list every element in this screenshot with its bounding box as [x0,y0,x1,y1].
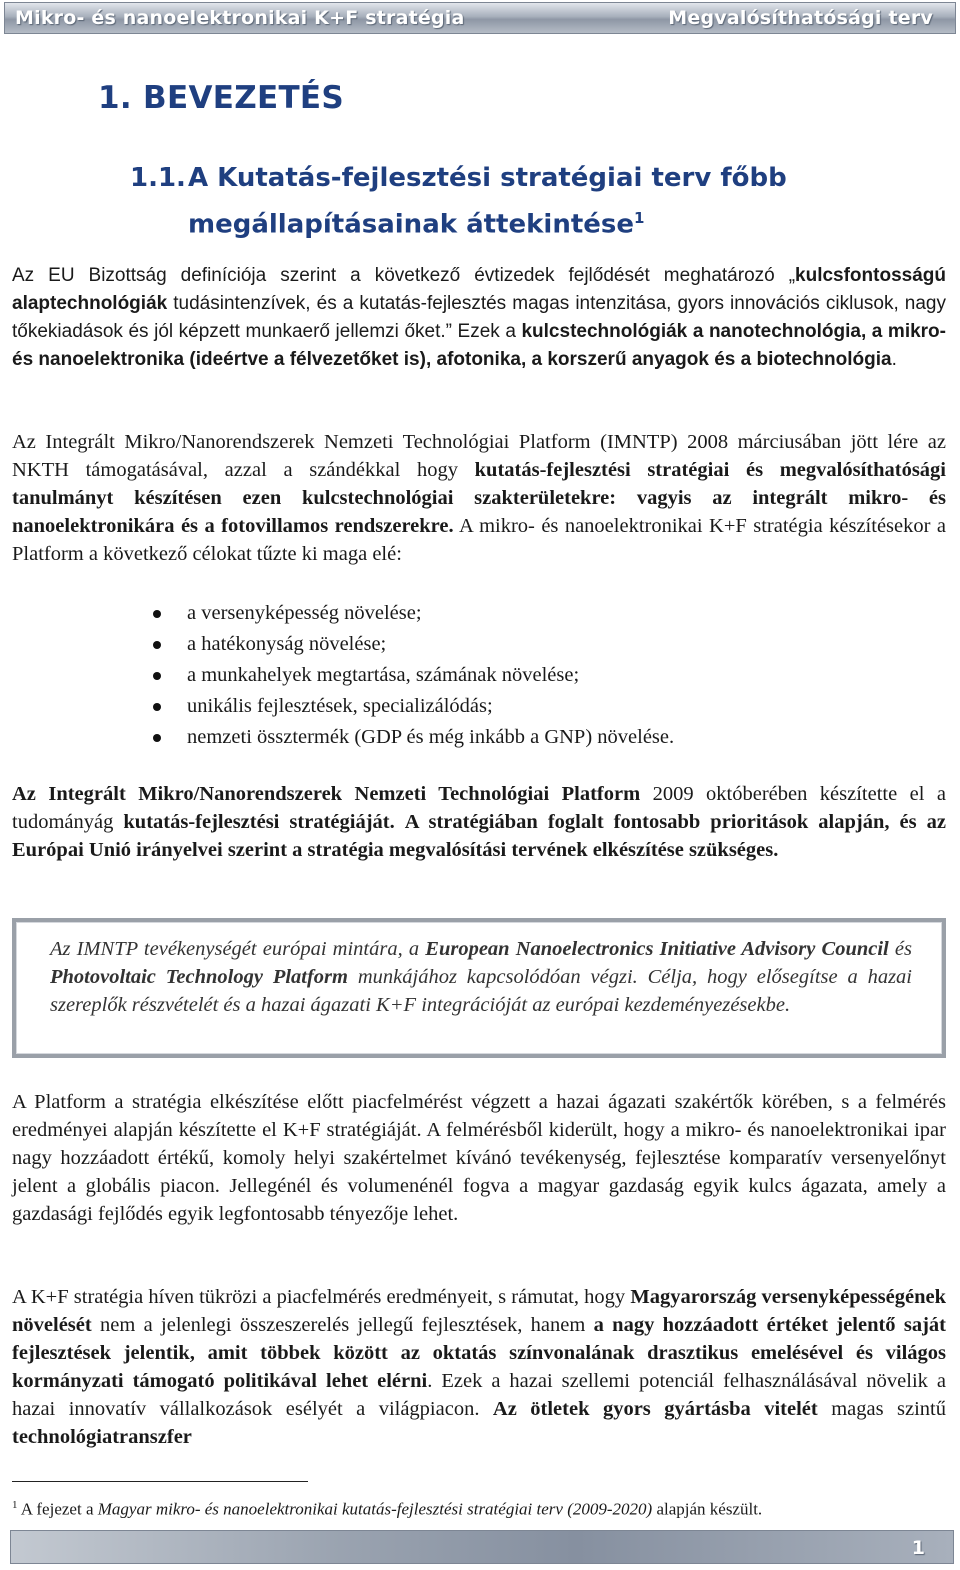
text-run: és [888,938,912,960]
text-run [395,811,405,833]
bold-text: kutatás-fejlesztési stratégiáját. [123,811,395,833]
header-document-title: Mikro- és nanoelektronikai K+F stratégia [15,7,465,29]
text-run: ” Ezek a [445,321,522,342]
page-footer-bar [10,1530,954,1564]
bold-text: kulcstechnológiák a nanotechnológia, a mikro- és nanoelektronika (ideértve a félvezetőket is), afotonika, a korszerű anyagok és a biotechnológia [12,321,946,370]
text-run: A mikro- és nanoelektronikai K+F stratégia készítésekor a Platform a következő célokat tűzte ki maga elé: [12,515,946,565]
bold-text: a nagy hozzáadott értéket jelentő saját fejlesztések jelentik, amit többek között az oktatás színvonalának drasztikus emelésével és világos kormányzati támogató politikával lehet elérni [12,1314,946,1392]
italic-text: Magyar mikro- és nanoelektronikai kutatás-fejlesztési stratégiai terv (2009-2020) [97,1499,653,1519]
text-run: nem a jelenlegi összeszerelés jellegű fejlesztések, hanem [91,1314,594,1336]
highlight-box [12,918,946,1058]
list-item: nemzeti össztermék (GDP és még inkább a GNP) növelése. [12,722,674,753]
text-run: alapján készült. [652,1499,763,1519]
text-run: A K+F stratégia híven tükrözi a piacfelmérés eredményeit, s rámutat, hogy [12,1286,631,1308]
text-run: munkájához kapcsolódóan végzi. Célja, hogy elősegítse a hazai szereplők részvételét és a hazai ágazati K+F integrációját az európai kezdeményezésekbe. [50,966,912,1016]
paragraph-strategy-2009 [12,780,946,864]
bold-text: European Nanoelectronics Initiative Advisory Council [425,938,889,960]
text-run: . [891,349,897,370]
text-run: tudásintenzívek, és a kutatás-fejlesztés magas intenzitása, gyors innovációs ciklusok, nagy tőkekiadások és jól képzett munkaerő jellemzi őket. [12,293,946,342]
footnote [12,1494,762,1521]
text-run: Az Integrált Mikro/Nanorendszerek Nemzeti Technológiai Platform (IMNTP) 2008 márciusában jött lére az NKTH támogatásával, azzal a szándékkal hogy [12,431,946,481]
chapter-heading: 1. BEVEZETÉS [98,80,345,116]
list-item: a munkahelyek megtartása, számának növelése; [12,660,674,691]
bold-text: Az ötletek gyors gyártásba vitelét [492,1398,818,1420]
bold-text: Photovoltaic Technology Platform [50,966,348,988]
bold-text: kutatás-fejlesztési stratégiai és megvalósíthatósági tanulmányt készítésen ezen kulcstechnológiai szakterületekre: vagyis az integrált mikro- és nanoelektronikára és a fotovillamos rendszerekre. [12,459,946,537]
paragraph-market-survey [12,1088,946,1228]
section-number: 1.1. [130,163,186,193]
paragraph-rd-strategy [12,1283,946,1451]
text-run: Az EU Bizottság definíciója szerint a következő évtizedek fejlődését meghatározó „ [12,265,796,286]
list-item: a hatékonyság növelése; [12,629,674,660]
footnote-mark: 1 [12,1499,18,1511]
footnote-reference[interactable]: 1 [634,209,645,227]
list-item: unikális fejlesztések, specializálódás; [12,691,674,722]
paragraph-imntp-founding [12,428,946,568]
text-run: A Platform a stratégia elkészítése előtt piacfelmérést végzett a hazai ágazati szakértők körében, s a felmérés eredményei alapján készítette el K+F stratégiáját. A felmérésből kiderült, hogy a mikro- és nanoelektronikai ipar nagy hozzáadott értékű, komoly helyi szakértelmet kívánó tevékenység, fejlesztése komparatív versenyelőnyt jelent a globális piacon. Jellegénél és volumenénél fogva a magyar gazdaság egyik kulcs ágazata, amely a gazdasági fejlődés egyik legfontosabb tényezője lehet. [12,1091,946,1225]
footnote-separator [12,1481,308,1482]
paragraph-eu-definition [12,262,946,374]
text-run: . Ezek a hazai szellemi potenciál felhasználásával növelik a hazai innovatív vállalkozások esélyét a világpiacon. [12,1370,947,1420]
section-heading [130,158,930,245]
page-number: 1 [911,1537,925,1559]
bold-text: Magyarország versenyképességének növelését [12,1286,946,1336]
bold-text: Az Integrált Mikro/Nanorendszerek Nemzeti Technológiai Platform [12,783,641,805]
bold-text: technológiatranszfer [12,1426,192,1448]
text-run: A fejezet a [17,1499,98,1519]
list-item: a versenyképesség növelése; [12,598,674,629]
bold-text: kulcsfontosságú alaptechnológiák [12,265,946,314]
header-section-title: Megvalósíthatósági terv [668,7,933,29]
text-run: 2009 októberében készítette el a tudományág [12,783,946,833]
section-title-line1: A Kutatás-fejlesztési stratégiai terv főbb [188,163,787,193]
goals-bullet-list [12,598,674,753]
section-title-line2: megállapításainak áttekintése [188,209,634,240]
bold-text: A stratégiában foglalt fontosabb prioritások alapján, és az Európai Unió irányelvei szerint a stratégia megvalósítási tervének elkészítése szükséges. [12,811,946,861]
page-header-bar [4,2,956,34]
text-run: Az IMNTP tevékenységét európai mintára, a [50,938,426,960]
text-run: magas szintű [817,1398,946,1420]
